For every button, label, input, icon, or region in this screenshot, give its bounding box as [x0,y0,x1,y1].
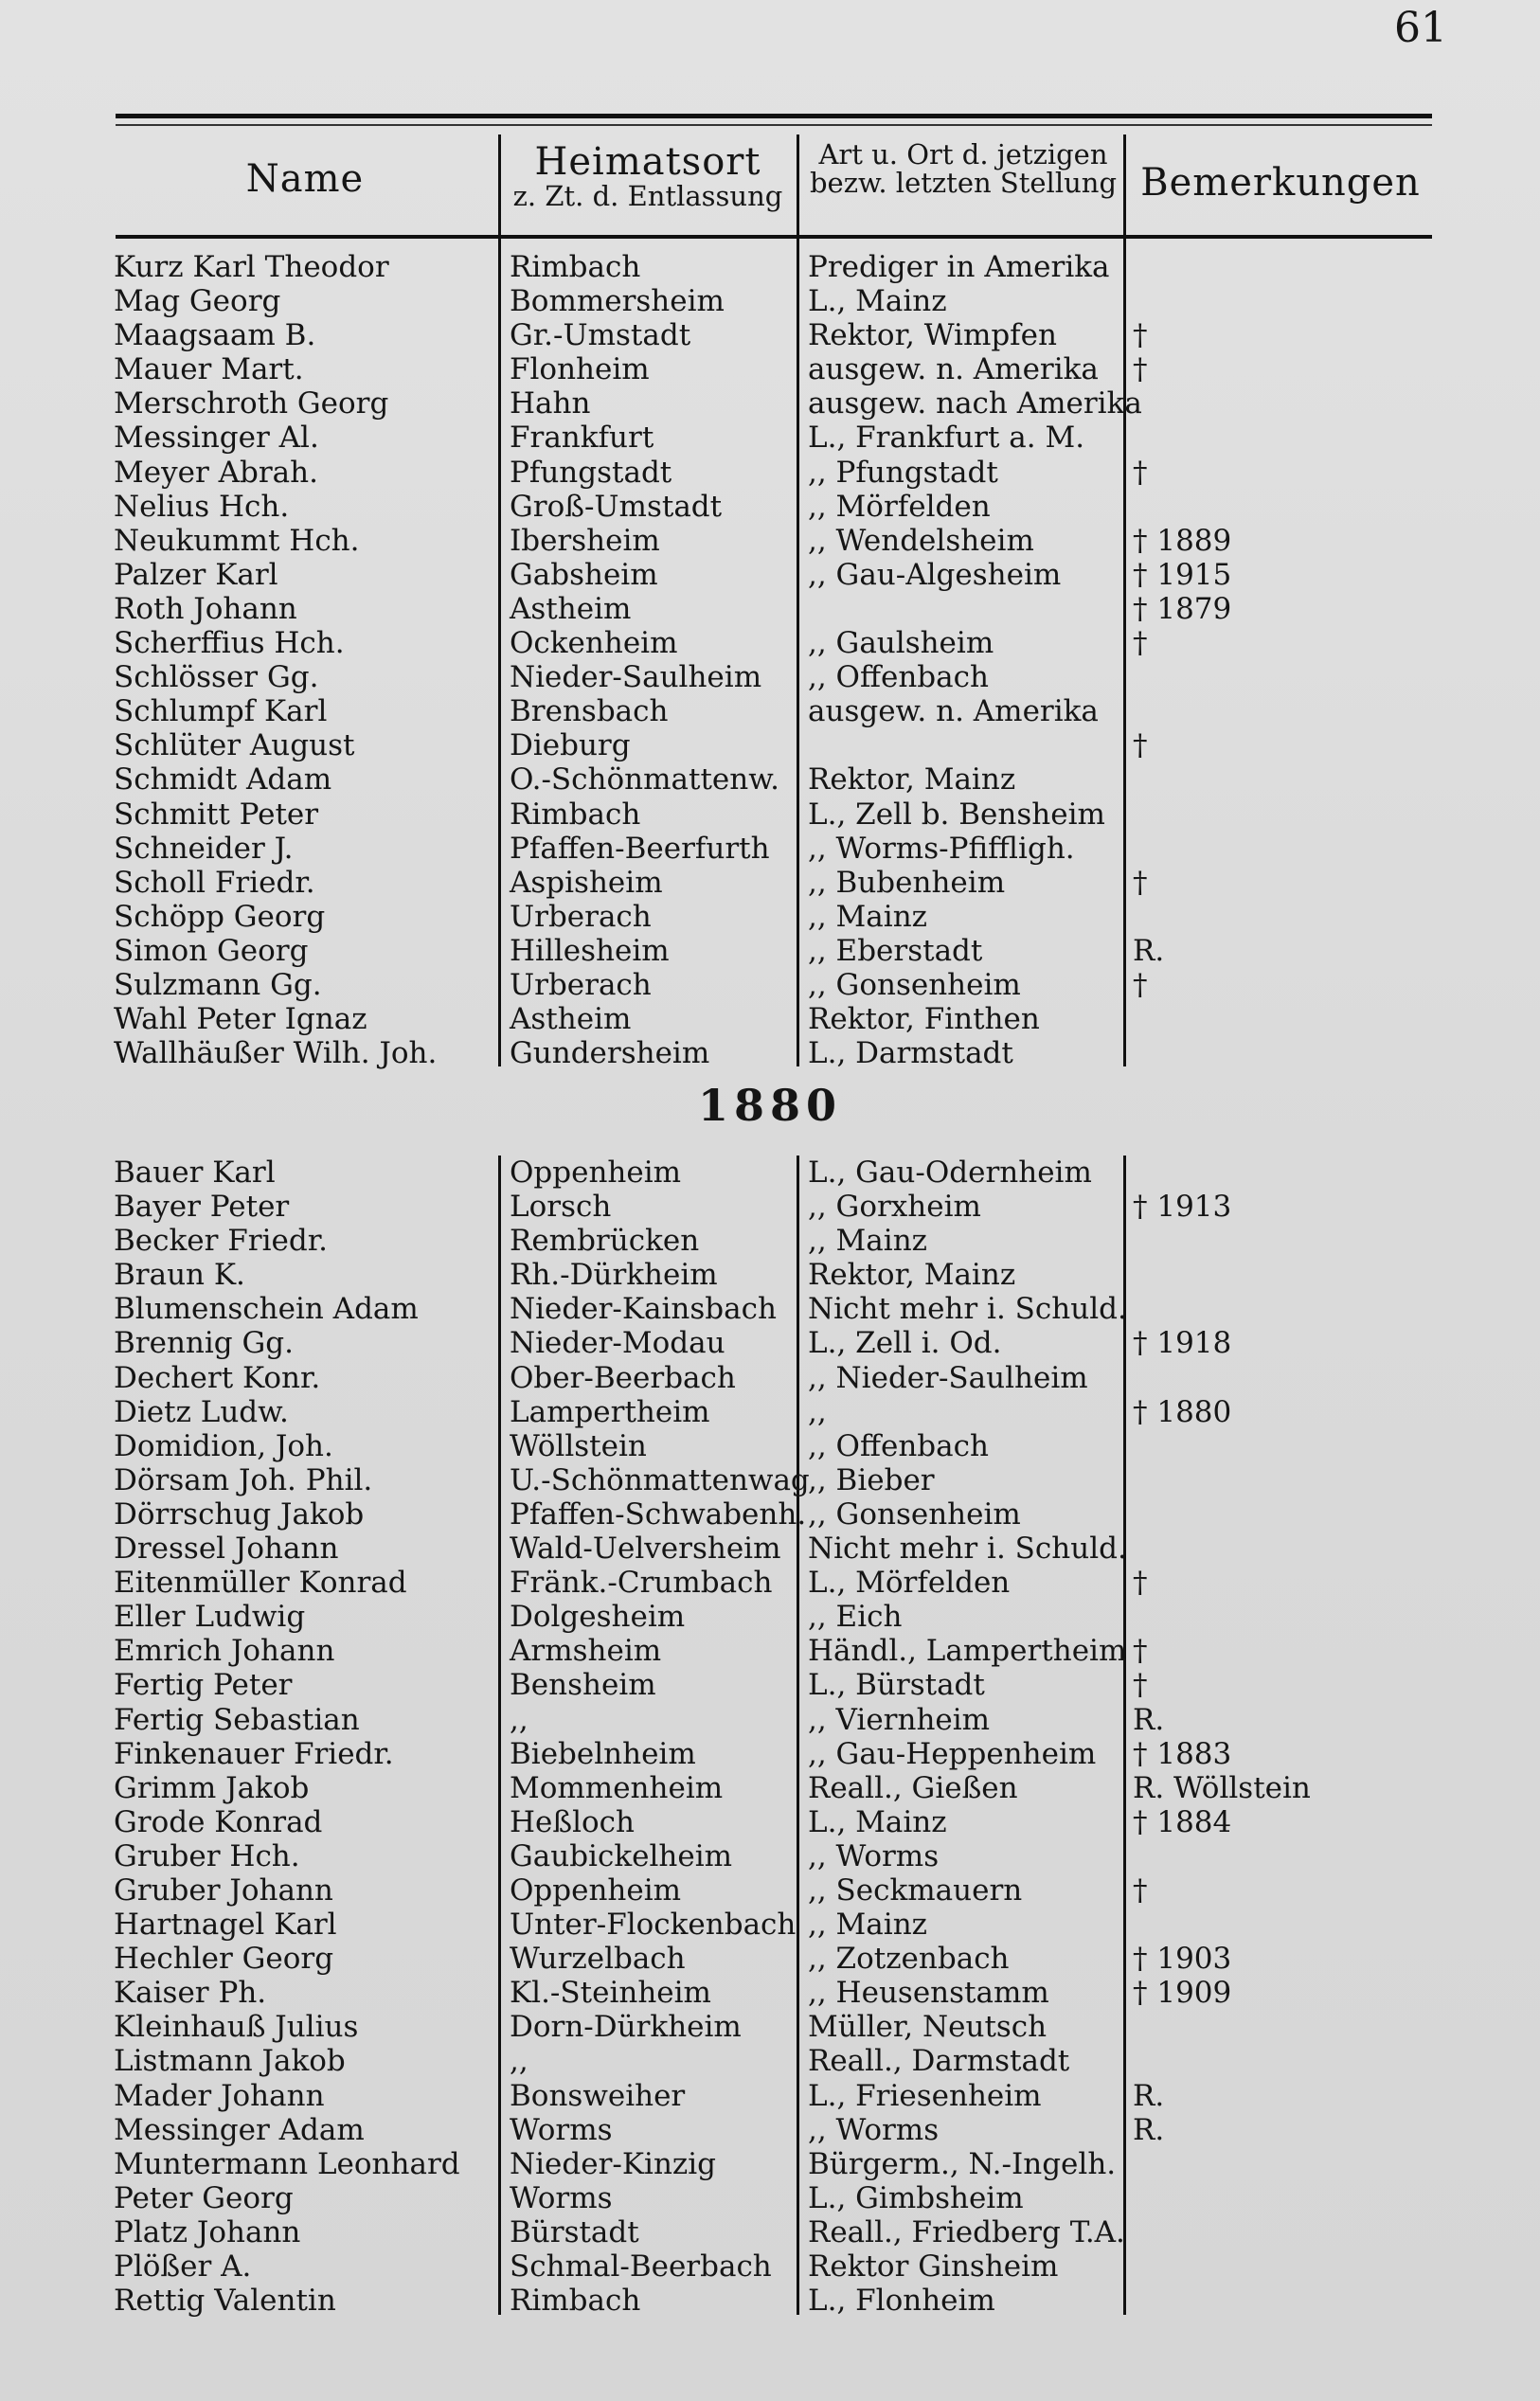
entry-position: Nicht mehr i. Schuld. [808,1292,1127,1327]
entry-name: Kurz Karl Theodor [114,250,389,284]
entry-name: Mader Johann [114,2078,325,2113]
table-row [0,832,1540,866]
entry-position: Müller, Neutsch [808,2010,1048,2045]
entry-remark: R. Wöllstein [1133,1770,1311,1805]
entry-name: Bauer Karl [114,1156,276,1190]
entry-position: ,, Offenbach [808,1428,989,1463]
entry-position: L., Gau-Odernheim [808,1156,1092,1190]
entry-hometown: Nieder-Kainsbach [510,1292,777,1327]
entry-position: Bürgerm., N.-Ingelh. [808,2146,1117,2181]
entry-hometown: Oppenheim [510,1156,682,1190]
entry-remark: R. [1133,1702,1165,1737]
entry-remark: † 1913 [1133,1190,1232,1225]
entry-name: Maagsaam B. [114,318,316,353]
entry-remark: † [1133,318,1148,353]
entry-position: Rektor, Wimpfen [808,318,1057,353]
table-row [0,1190,1540,1224]
entry-hometown: Gaubickelheim [510,1838,732,1873]
entry-position: L., Mainz [808,1804,947,1839]
entry-position: L., Flonheim [808,2284,995,2319]
table-row [0,490,1540,524]
table-row [0,1258,1540,1292]
header-name: Name [245,157,365,201]
entry-remark: R. [1133,933,1165,968]
table-row [0,2284,1540,2318]
entry-name: Listmann Jakob [114,2044,346,2079]
table-row [0,797,1540,832]
entry-position: Nicht mehr i. Schuld. [808,1532,1127,1567]
table-row [0,1942,1540,1976]
entry-position: ,, Worms [808,2112,940,2147]
entry-position: L., Frankfurt a. M. [808,421,1085,456]
entry-name: Grimm Jakob [114,1770,310,1805]
table-row [0,1976,1540,2010]
entry-position: ausgew. n. Amerika [808,694,1099,729]
table-row [0,968,1540,1002]
entry-position: ,, Gonsenheim [808,967,1021,1002]
table-row [0,1429,1540,1463]
entry-hometown: Biebelnheim [510,1736,696,1771]
entry-hometown: Dorn-Dürkheim [510,2010,742,2045]
entry-name: Dressel Johann [114,1532,339,1567]
entry-name: Gruber Hch. [114,1838,300,1873]
table-row [0,2215,1540,2249]
entry-name: Palzer Karl [114,557,278,592]
top-rule-thin [116,124,1432,126]
entry-hometown: Rimbach [510,2284,641,2319]
table-row [0,1292,1540,1326]
entry-name: Merschroth Georg [114,386,389,421]
table-row [0,592,1540,626]
entry-name: Bayer Peter [114,1190,290,1225]
entry-remark: R. [1133,2112,1165,2147]
table-row [0,900,1540,934]
entry-remark: † 1879 [1133,591,1232,626]
header-position: Art u. Ort d. jetzigen bezw. letzten Stellung [809,138,1118,200]
entry-name: Messinger Al. [114,421,319,456]
table-row [0,762,1540,797]
entry-name: Plößer A. [114,2249,252,2284]
entry-hometown: Rembrücken [510,1224,700,1259]
entry-hometown: Kl.-Steinheim [510,1976,711,2011]
entry-name: Neukummt Hch. [114,523,360,558]
entry-position: ,, Mainz [808,1224,927,1259]
entry-name: Grode Konrad [114,1804,323,1839]
entry-name: Kleinhauß Julius [114,2010,359,2045]
entry-position: ,, Gaulsheim [808,626,994,661]
entry-hometown: Bensheim [510,1668,656,1703]
entry-name: Meyer Abrah. [114,455,318,490]
entry-name: Scholl Friedr. [114,865,315,900]
table-row [0,1532,1540,1566]
entry-remark: † [1133,1872,1148,1908]
entry-remark: † 1880 [1133,1394,1232,1429]
entry-position: ,, Bubenheim [808,865,1006,900]
entry-name: Brennig Gg. [114,1326,294,1361]
table-row [0,1908,1540,1942]
table-row [0,2147,1540,2181]
entry-position: L., Darmstadt [808,1036,1013,1071]
entry-position: Händl., Lampertheim [808,1634,1127,1669]
entry-hometown: Worms [510,2112,613,2147]
table-row [0,660,1540,694]
entry-remark: † [1133,967,1148,1002]
entry-position: Rektor Ginsheim [808,2249,1059,2284]
table-row [0,2010,1540,2044]
entry-name: Nelius Hch. [114,489,290,524]
table-row [0,626,1540,660]
entry-hometown: Ibersheim [510,523,660,558]
entry-name: Dechert Konr. [114,1360,321,1395]
entry-hometown: O.-Schönmattenw. [510,762,779,797]
table-row [0,1634,1540,1668]
table-row [0,1497,1540,1532]
table-row [0,558,1540,592]
entry-name: Dörsam Joh. Phil. [114,1462,373,1497]
entry-hometown: Frankfurt [510,421,654,456]
entry-hometown: Bommersheim [510,284,725,319]
entry-position: ,, Gonsenheim [808,1496,1021,1532]
entry-hometown: Ockenheim [510,626,678,661]
entry-remark: † 1909 [1133,1976,1232,2011]
table-row [0,1668,1540,1702]
entry-hometown: Urberach [510,967,652,1002]
entry-name: Schlösser Gg. [114,660,319,695]
entry-hometown: Rimbach [510,797,641,832]
table-row [0,1326,1540,1360]
entry-position: Reall., Friedberg T.A. [808,2214,1125,2249]
entry-position: Rektor, Mainz [808,1258,1016,1293]
table-row [0,1839,1540,1873]
entry-hometown: U.-Schönmattenwag [510,1462,810,1497]
table-row [0,694,1540,728]
entry-hometown: Gundersheim [510,1036,710,1071]
entry-hometown: Nieder-Kinzig [510,2146,716,2181]
entry-name: Hartnagel Karl [114,1908,337,1943]
entry-hometown: Gr.-Umstadt [510,318,691,353]
header-rule [116,235,1432,239]
entry-position: Rektor, Finthen [808,1002,1040,1037]
entry-hometown: Worms [510,2180,613,2215]
table-row [0,866,1540,900]
entry-name: Sulzmann Gg. [114,967,322,1002]
table-row [0,1224,1540,1258]
entry-position: ,, Viernheim [808,1702,991,1737]
table-row [0,2079,1540,2113]
entry-position: ,, Heusenstamm [808,1976,1049,2011]
table-row [0,456,1540,490]
table-row [0,934,1540,968]
table-row [0,386,1540,421]
entry-hometown: Mommenheim [510,1770,724,1805]
entry-position: ,, Offenbach [808,660,989,695]
entry-hometown: Unter-Flockenbach [510,1908,797,1943]
entry-position: ,, Gau-Heppenheim [808,1736,1097,1771]
entry-hometown: Aspisheim [510,865,663,900]
entry-hometown: Astheim [510,591,632,626]
entry-remark: † [1133,865,1148,900]
entry-position: ,, Seckmauern [808,1872,1023,1908]
entry-name: Domidion, Joh. [114,1428,333,1463]
entry-name: Gruber Johann [114,1872,333,1908]
entry-remark: † 1918 [1133,1326,1232,1361]
entry-position: Rektor, Mainz [808,762,1016,797]
table-row [0,1361,1540,1395]
page-number: 61 [1394,4,1447,52]
entry-name: Schlüter August [114,728,355,763]
entry-hometown: Armsheim [510,1634,662,1669]
entry-position: Reall., Gießen [808,1770,1018,1805]
entry-position: ,, Eich [808,1600,903,1635]
entry-hometown: Rh.-Dürkheim [510,1258,718,1293]
entry-name: Schmitt Peter [114,797,319,832]
entry-position: ,, Eberstadt [808,933,983,968]
table-row [0,2181,1540,2215]
entry-hometown: Bürstadt [510,2214,639,2249]
entry-name: Finkenauer Friedr. [114,1736,394,1771]
entry-hometown: Nieder-Saulheim [510,660,762,695]
table-row [0,250,1540,284]
entry-name: Scherffius Hch. [114,626,345,661]
entry-position: ,, Worms-Pfiffligh. [808,831,1075,866]
entry-hometown: Rimbach [510,250,641,284]
entry-name: Messinger Adam [114,2112,365,2147]
entry-name: Dietz Ludw. [114,1394,289,1429]
entry-hometown: Pfungstadt [510,455,672,490]
entry-hometown: Pfaffen-Schwabenh. [510,1496,807,1532]
entry-position: ,, Nieder-Saulheim [808,1360,1088,1395]
entry-name: Emrich Johann [114,1634,335,1669]
entry-position: ,, Mörfelden [808,489,991,524]
entry-hometown: Schmal-Beerbach [510,2249,772,2284]
entry-hometown: Nieder-Modau [510,1326,725,1361]
entry-hometown: Dolgesheim [510,1600,686,1635]
table-row [0,421,1540,455]
entry-position: ,, Bieber [808,1462,935,1497]
entry-hometown: Fränk.-Crumbach [510,1566,773,1601]
entry-name: Schöpp Georg [114,899,326,934]
entry-hometown: Oppenheim [510,1872,682,1908]
entry-name: Muntermann Leonhard [114,2146,460,2181]
entry-remark: † [1133,626,1148,661]
entry-remark: † [1133,728,1148,763]
entry-position: L., Gimbsheim [808,2180,1024,2215]
table-row [0,318,1540,352]
entry-name: Fertig Peter [114,1668,293,1703]
entry-position: ,, Gau-Algesheim [808,557,1062,592]
entry-name: Mauer Mart. [114,352,304,387]
entry-position: L., Zell b. Bensheim [808,797,1105,832]
entry-remark: † 1884 [1133,1804,1232,1839]
entry-hometown: Wald-Uelversheim [510,1532,781,1567]
entry-name: Wahl Peter Ignaz [114,1002,367,1037]
table-row [0,1156,1540,1190]
table-row [0,2044,1540,2078]
entry-hometown: Astheim [510,1002,632,1037]
table-row [0,1566,1540,1600]
entry-position: L., Mainz [808,284,947,319]
entry-position: L., Bürstadt [808,1668,985,1703]
entry-remark: † 1903 [1133,1942,1232,1977]
entry-position: ,, Worms [808,1838,940,1873]
entry-position: ausgew. nach Amerika [808,386,1142,421]
entry-hometown: Hahn [510,386,591,421]
entry-hometown: ,, [510,2044,528,2079]
entries-section-1 [0,250,1540,1070]
table-row [0,1805,1540,1839]
table-row [0,524,1540,558]
entry-remark: † [1133,352,1148,387]
table-row [0,1737,1540,1771]
entry-hometown: Wöllstein [510,1428,647,1463]
entry-remark: † 1889 [1133,523,1232,558]
entries-section-2 [0,1156,1540,2318]
entry-position: ,, Gorxheim [808,1190,981,1225]
entry-hometown: Hillesheim [510,933,670,968]
table-row [0,2113,1540,2147]
table-row [0,1873,1540,1908]
entry-position: L., Zell i. Od. [808,1326,1002,1361]
entry-name: Peter Georg [114,2180,294,2215]
entry-hometown: Heßloch [510,1804,635,1839]
entry-name: Eller Ludwig [114,1600,306,1635]
entry-position: Reall., Darmstadt [808,2044,1070,2079]
entry-position: ,, Pfungstadt [808,455,998,490]
table-row [0,284,1540,318]
entry-hometown: Dieburg [510,728,631,763]
entry-hometown: Wurzelbach [510,1942,686,1977]
table-row [0,2249,1540,2284]
table-row [0,1771,1540,1805]
entry-name: Kaiser Ph. [114,1976,267,2011]
entry-name: Schneider J. [114,831,294,866]
entry-hometown: Urberach [510,899,652,934]
table-row [0,352,1540,386]
entry-position: ,, Mainz [808,899,927,934]
entry-name: Schmidt Adam [114,762,332,797]
top-rule [116,114,1432,118]
table-row [0,1600,1540,1634]
entry-position: ,, Mainz [808,1908,927,1943]
entry-hometown: Bonsweiher [510,2078,686,2113]
entry-position: L., Mörfelden [808,1566,1011,1601]
entry-remark: † 1915 [1133,557,1232,592]
entry-name: Schlumpf Karl [114,694,328,729]
entry-position: ,, [808,1394,827,1429]
entry-name: Braun K. [114,1258,245,1293]
table-row [0,1703,1540,1737]
entry-name: Wallhäußer Wilh. Joh. [114,1036,438,1071]
entry-name: Rettig Valentin [114,2284,336,2319]
table-row [0,1036,1540,1070]
entry-position: ,, Wendelsheim [808,523,1034,558]
entry-name: Eitenmüller Konrad [114,1566,407,1601]
entry-remark: † [1133,1634,1148,1669]
entry-remark: R. [1133,2078,1165,2113]
entry-position: ,, Zotzenbach [808,1942,1010,1977]
entry-remark: † [1133,1668,1148,1703]
entry-name: Blumenschein Adam [114,1292,419,1327]
entry-name: Fertig Sebastian [114,1702,360,1737]
entry-name: Mag Georg [114,284,281,319]
entry-position: L., Friesenheim [808,2078,1042,2113]
entry-hometown: Lampertheim [510,1394,710,1429]
entry-name: Hechler Georg [114,1942,334,1977]
entry-name: Roth Johann [114,591,297,626]
entry-hometown: Flonheim [510,352,650,387]
entry-name: Simon Georg [114,933,309,968]
table-row [0,728,1540,762]
entry-hometown: Ober-Beerbach [510,1360,736,1395]
entry-remark: † [1133,455,1148,490]
entry-hometown: Pfaffen-Beerfurth [510,831,770,866]
entry-remark: † 1883 [1133,1736,1232,1771]
table-row [0,1395,1540,1429]
entry-hometown: Brensbach [510,694,669,729]
entry-hometown: Gabsheim [510,557,658,592]
entry-name: Becker Friedr. [114,1224,328,1259]
entry-position: ausgew. n. Amerika [808,352,1099,387]
entry-hometown: ,, [510,1702,528,1737]
table-row [0,1002,1540,1036]
entry-hometown: Groß-Umstadt [510,489,723,524]
entry-remark: † [1133,1566,1148,1601]
entry-hometown: Lorsch [510,1190,612,1225]
entry-name: Dörrschug Jakob [114,1496,365,1532]
year-heading: 1880 [697,1080,843,1131]
entry-position: Prediger in Amerika [808,250,1110,284]
header-home: Heimatsort z. Zt. d. Entlassung [512,140,783,212]
table-row [0,1463,1540,1497]
header-remarks: Bemerkungen [1140,161,1421,205]
entry-name: Platz Johann [114,2214,301,2249]
